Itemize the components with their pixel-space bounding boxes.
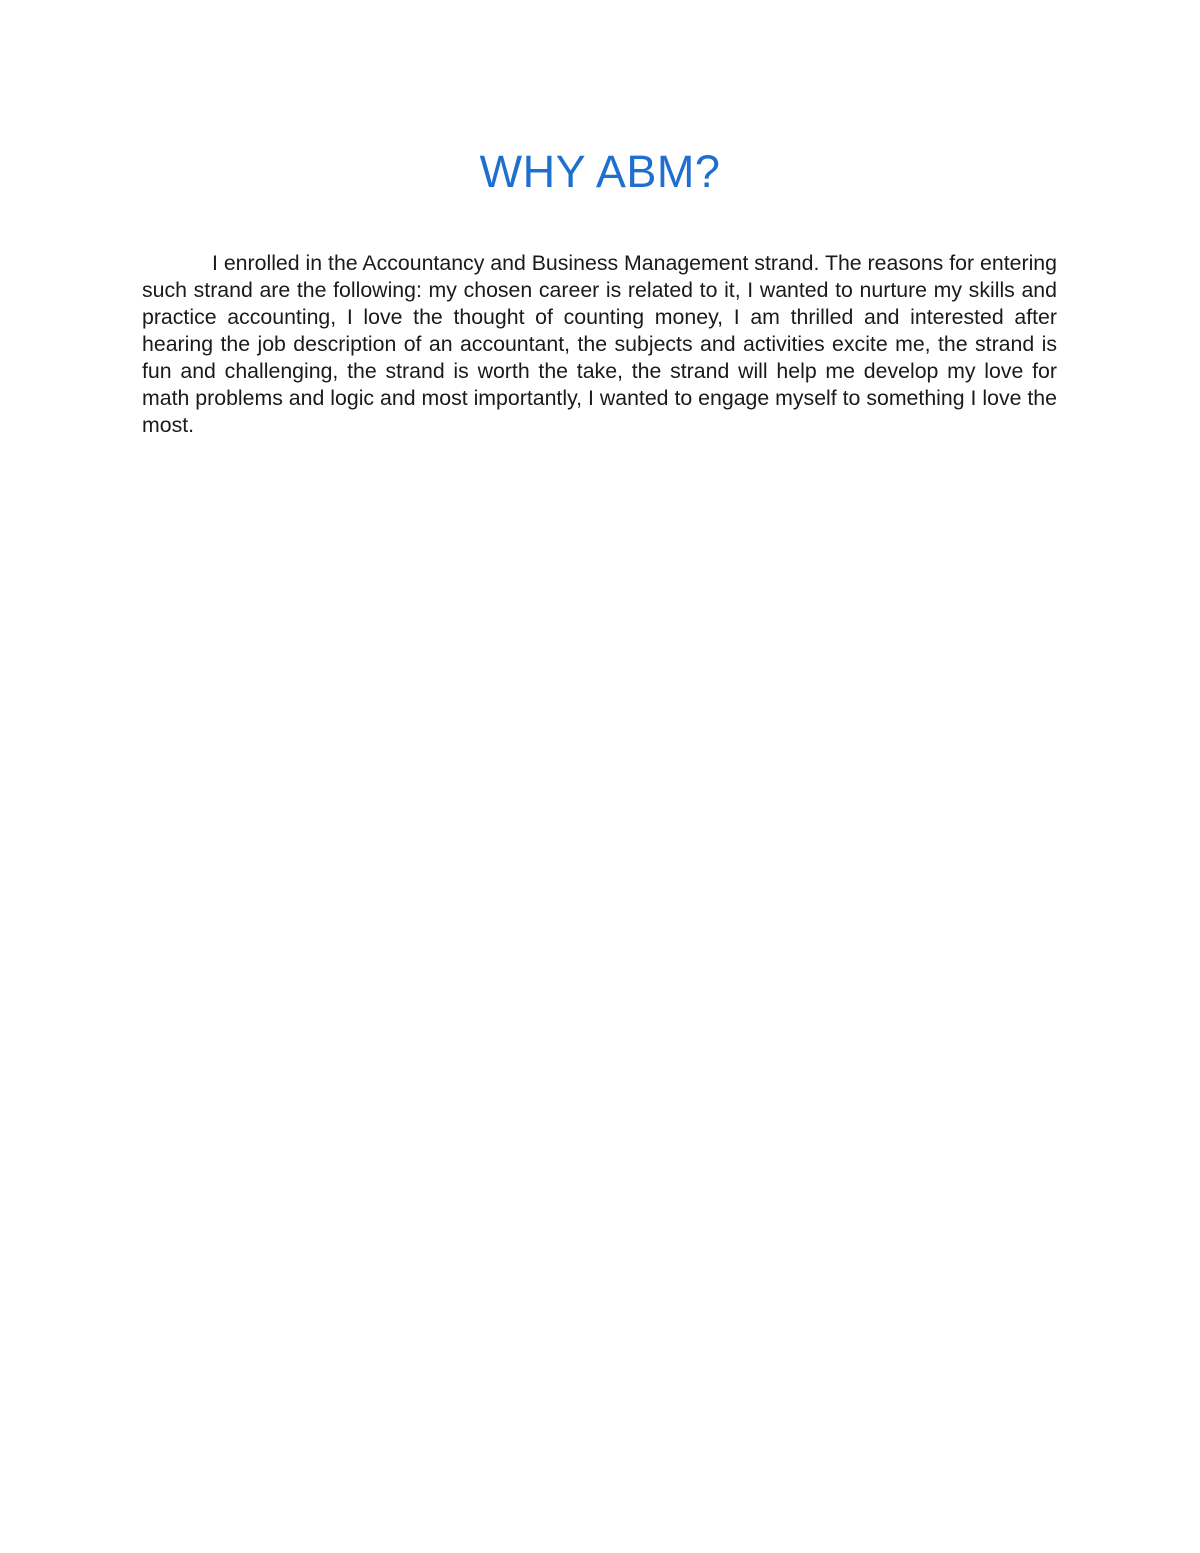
body-paragraph: I enrolled in the Accountancy and Business Management strand. The reasons for entering such strand are the following: my chosen career is related to it, I wanted to nurture my skills and practice accounting, I love the thought of counting money, I am thrilled and interested after hearing the job description of an accountant, the subjects and activities excite me, the strand is fun and challenging, the strand is worth the take, the strand will help me develop my love for math problems and logic and most importantly, I wanted to engage myself to something I love the most. xyxy=(142,251,1057,437)
document-title: WHY ABM? xyxy=(479,146,721,197)
